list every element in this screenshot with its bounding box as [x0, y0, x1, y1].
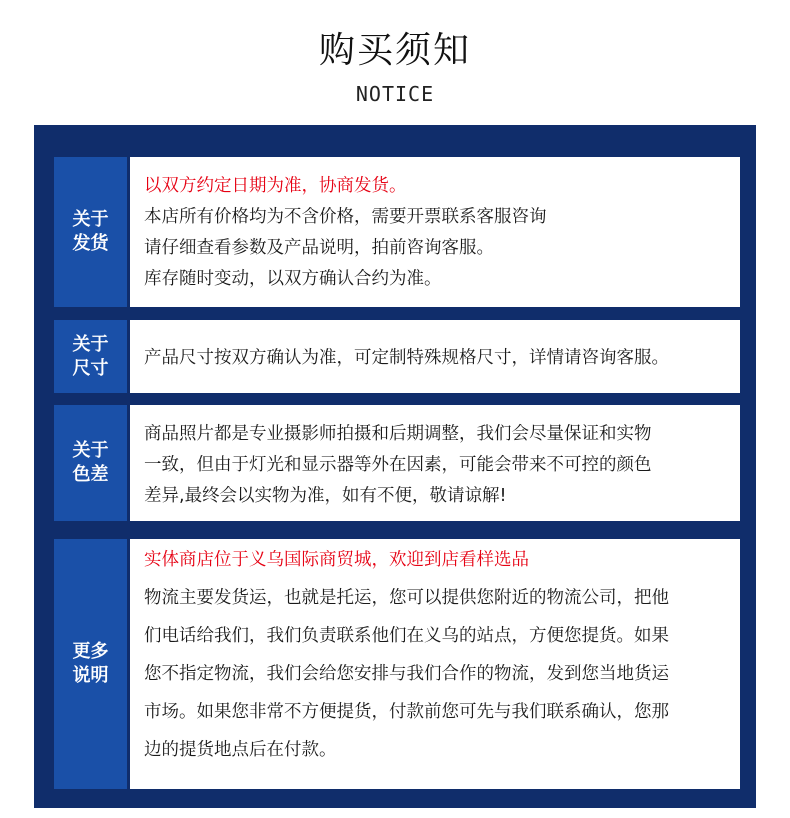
- notice-panel: [34, 125, 756, 808]
- section-label: 关于 尺寸: [54, 320, 127, 393]
- section-more-info: [54, 539, 740, 789]
- text-line: 您不指定物流，我们会给您安排与我们合作的物流，发到您当地货运: [144, 664, 669, 684]
- text-line: 产品尺寸按双方确认为准，可定制特殊规格尺寸，详情请咨询客服。: [144, 348, 669, 368]
- text-line: 商品照片都是专业摄影师拍摄和后期调整，我们会尽量保证和实物: [144, 424, 652, 444]
- section-shipping: [54, 157, 740, 307]
- section-content: [130, 405, 740, 521]
- section-content: [130, 320, 740, 393]
- section-content: [130, 539, 740, 789]
- section-label: 关于 色差: [54, 405, 127, 521]
- section-size: [54, 320, 740, 393]
- text-line: 们电话给我们，我们负责联系他们在义乌的站点，方便您提货。如果: [144, 626, 669, 646]
- text-line: 差异,最终会以实物为准，如有不便，敬请谅解!: [144, 486, 507, 506]
- highlight-line: 以双方约定日期为准，协商发货。: [144, 176, 407, 196]
- text-line: 边的提货地点后在付款。: [144, 740, 337, 760]
- text-line: 请仔细查看参数及产品说明，拍前咨询客服。: [144, 238, 494, 258]
- section-content: [130, 157, 740, 307]
- section-color-difference: [54, 405, 740, 521]
- highlight-line: 实体商店位于义乌国际商贸城，欢迎到店看样选品: [144, 550, 529, 570]
- section-label: 关于 发货: [54, 157, 127, 307]
- text-line: 市场。如果您非常不方便提货，付款前您可先与我们联系确认，您那: [144, 702, 669, 722]
- text-line: 本店所有价格均为不含价格，需要开票联系客服咨询: [144, 207, 547, 227]
- page-subtitle: NOTICE: [355, 82, 435, 106]
- section-label: 更多 说明: [54, 539, 127, 789]
- text-line: 物流主要发货运，也就是托运，您可以提供您附近的物流公司，把他: [144, 588, 669, 608]
- text-line: 库存随时变动，以双方确认合约为准。: [144, 269, 442, 289]
- text-line: 一致，但由于灯光和显示器等外在因素，可能会带来不可控的颜色: [144, 455, 652, 475]
- page-title: 购买须知: [318, 30, 471, 71]
